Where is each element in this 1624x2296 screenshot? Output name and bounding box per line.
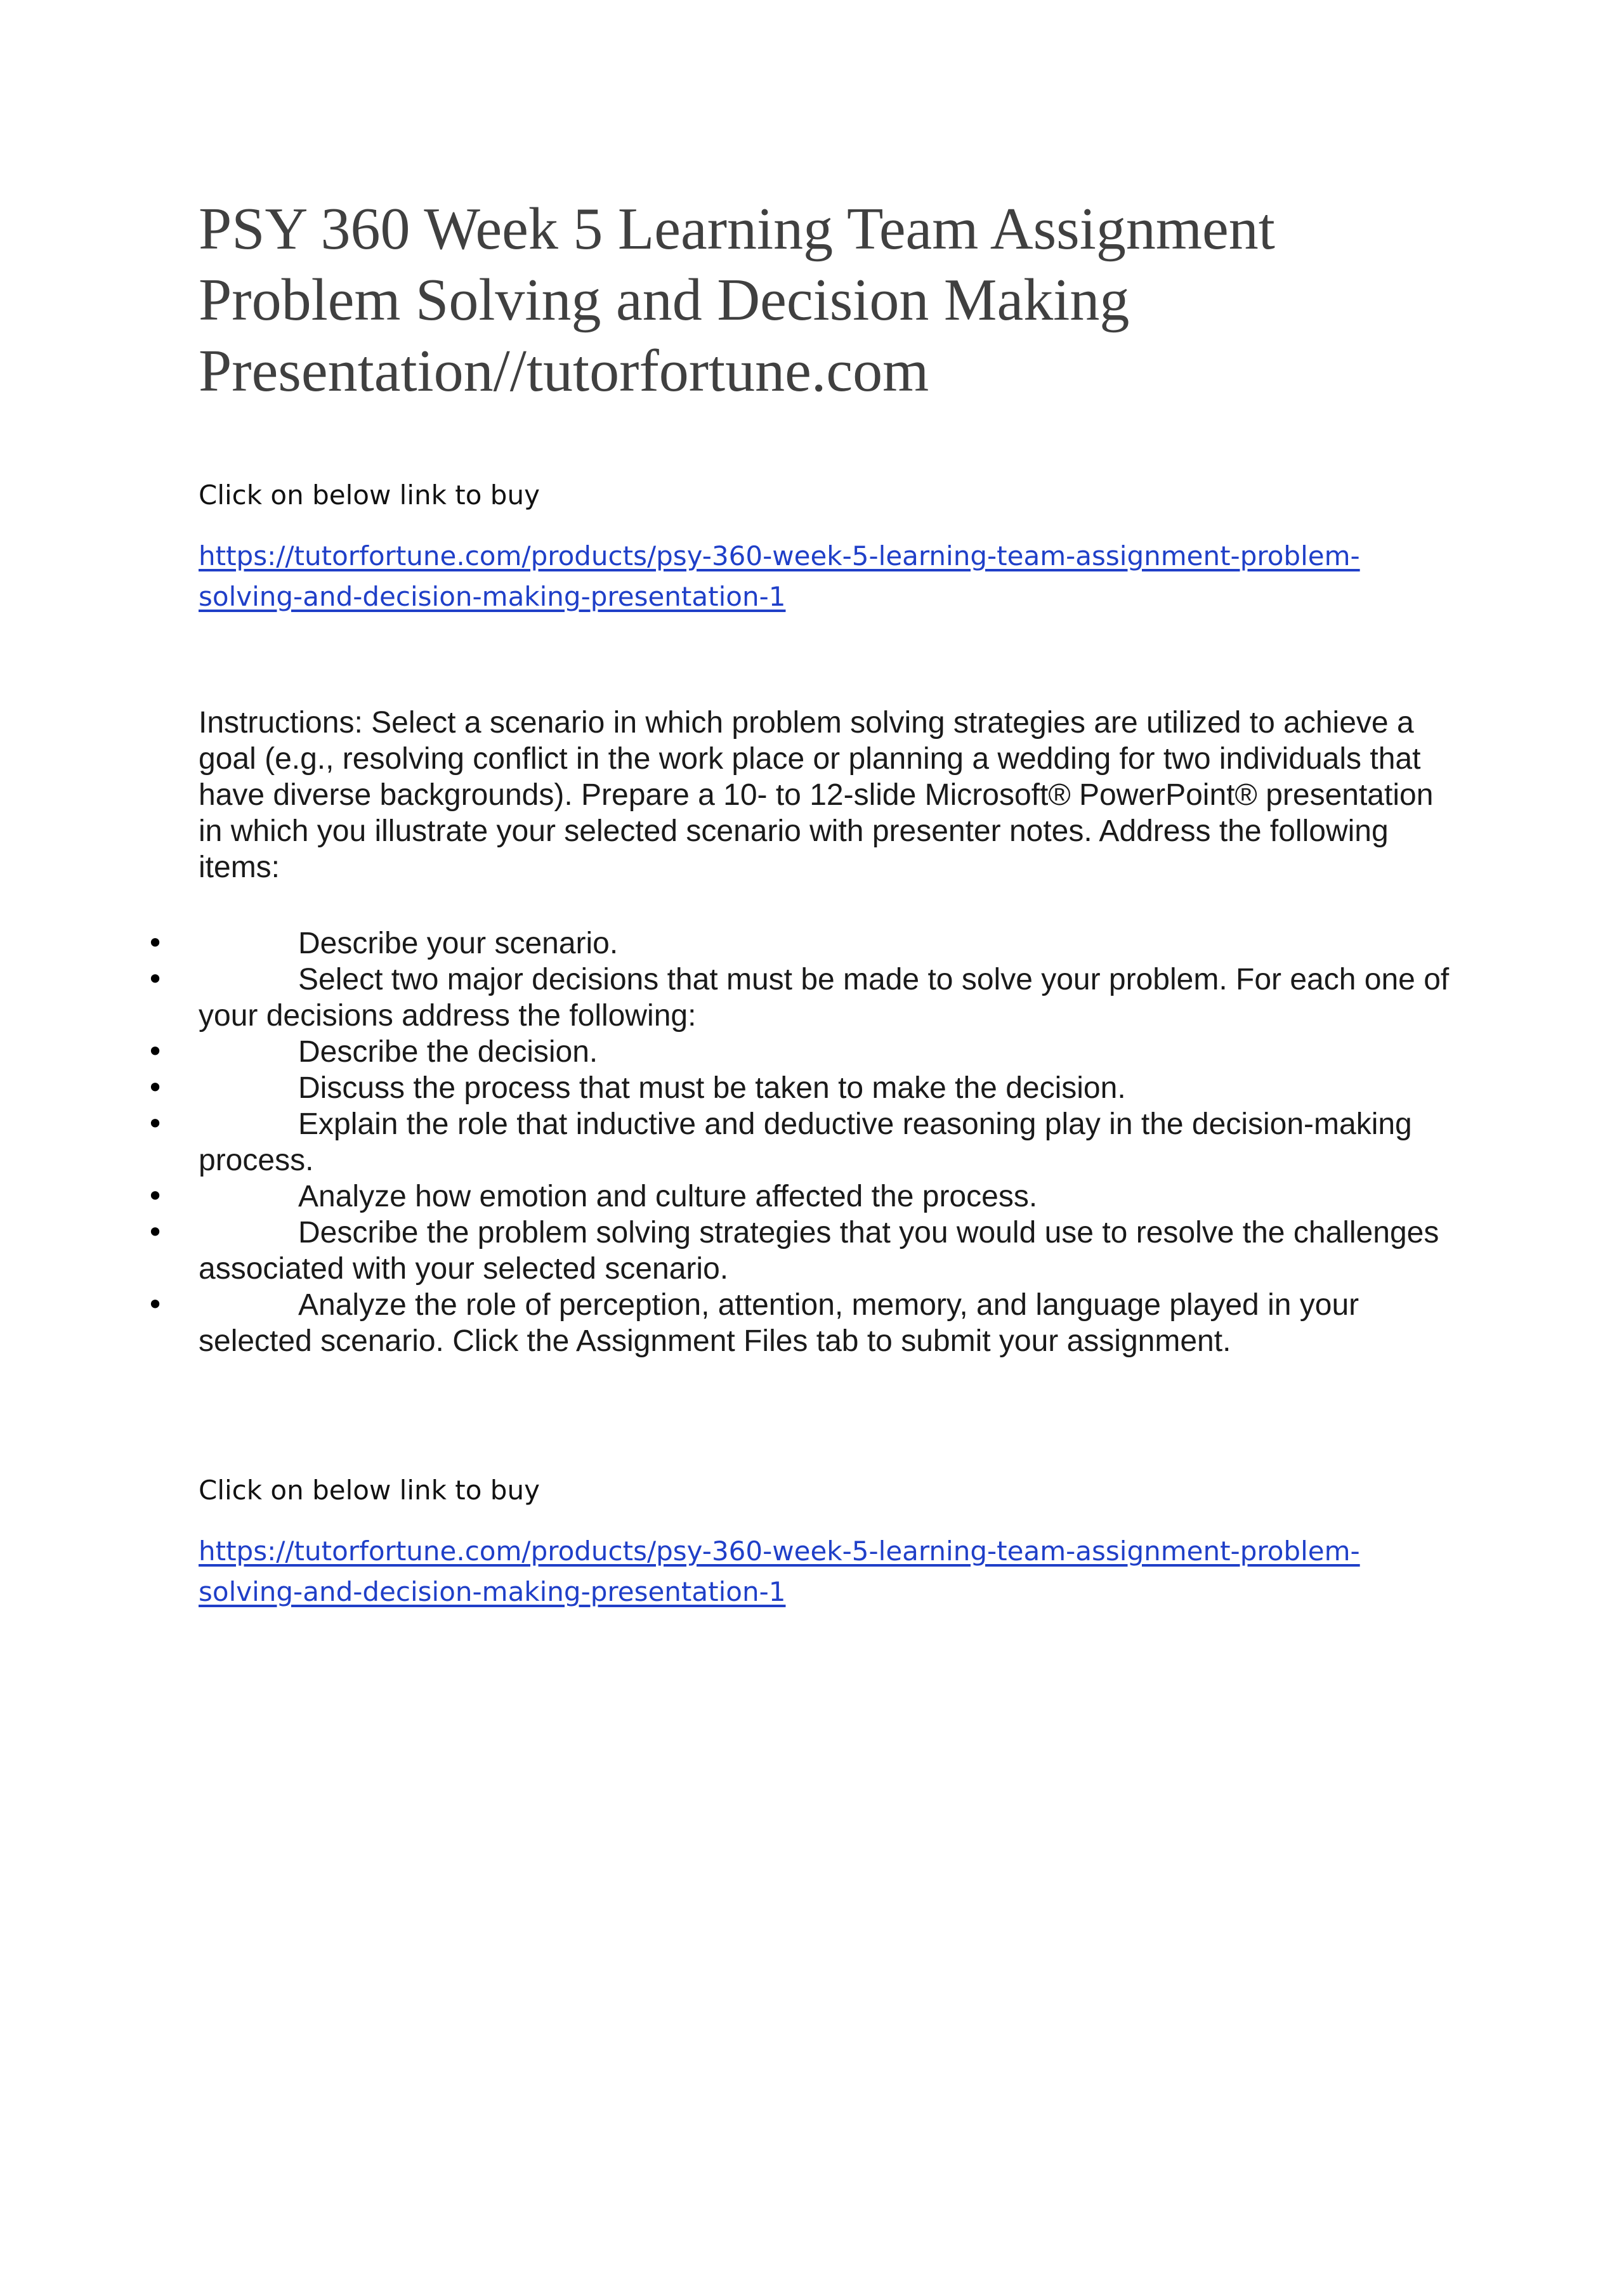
list-item: [147, 1215, 1451, 1287]
list-item-text: Explain the role that inductive and deductive reasoning play in the decision-making process.: [199, 1107, 1412, 1177]
bullet-glyph: •: [147, 1071, 164, 1105]
list-item-text: Describe the problem solving strategies that you would use to resolve the challenges associated with your selected scenario.: [199, 1216, 1439, 1286]
bullet-glyph: •: [147, 1034, 164, 1069]
page-title: PSY 360 Week 5 Learning Team Assignment Problem Solving and Decision Making Presentation//tutorfortune.com: [199, 196, 1275, 404]
bullet-glyph: •: [147, 1107, 164, 1141]
list-item-text: Describe your scenario.: [298, 927, 619, 960]
list-item: [147, 1287, 1451, 1359]
buy-label-top: Click on below link to buy: [199, 479, 540, 511]
bullet-glyph: •: [147, 1179, 164, 1213]
list-item-text: Analyze how emotion and culture affected the process.: [298, 1180, 1038, 1213]
list-item: [147, 1070, 1451, 1106]
bullet-glyph: •: [147, 1288, 164, 1322]
buy-link-top[interactable]: https://tutorfortune.com/products/psy-360-week-5-learning-team-assignment-problem-solving-and-decision-making-presentation-1: [199, 540, 1360, 612]
list-item: [147, 1106, 1451, 1178]
requirements-list: [147, 925, 1451, 1359]
list-item: [147, 962, 1451, 1034]
list-item: [147, 1034, 1451, 1070]
list-item: [147, 925, 1451, 962]
list-item: [147, 1178, 1451, 1215]
bullet-glyph: •: [147, 926, 164, 960]
bullet-glyph: •: [147, 1215, 164, 1249]
list-item-text: Select two major decisions that must be made to solve your problem. For each one of your decisions address the following:: [199, 963, 1450, 1033]
instructions-paragraph: Instructions: Select a scenario in which problem solving strategies are utilized to achieve a goal (e.g., resolving conflict in the work place or planning a wedding for two individuals that have diverse backgrounds). Prepare a 10- to 12-slide Microsoft® PowerPoint® presentation in which you illustrate your selected scenario with presenter notes. Address the following items:: [199, 706, 1434, 884]
list-item-text: Analyze the role of perception, attention, memory, and language played in your selected scenario. Click the Assignment Files tab to submit your assignment.: [199, 1288, 1359, 1358]
buy-label-bottom: Click on below link to buy: [199, 1475, 540, 1506]
bullet-glyph: •: [147, 962, 164, 996]
list-item-text: Describe the decision.: [298, 1035, 598, 1069]
list-item-text: Discuss the process that must be taken to make the decision.: [298, 1071, 1126, 1105]
document-content: [147, 193, 1455, 1612]
buy-link-bottom[interactable]: https://tutorfortune.com/products/psy-360-week-5-learning-team-assignment-problem-solving-and-decision-making-presentation-1: [199, 1536, 1360, 1607]
